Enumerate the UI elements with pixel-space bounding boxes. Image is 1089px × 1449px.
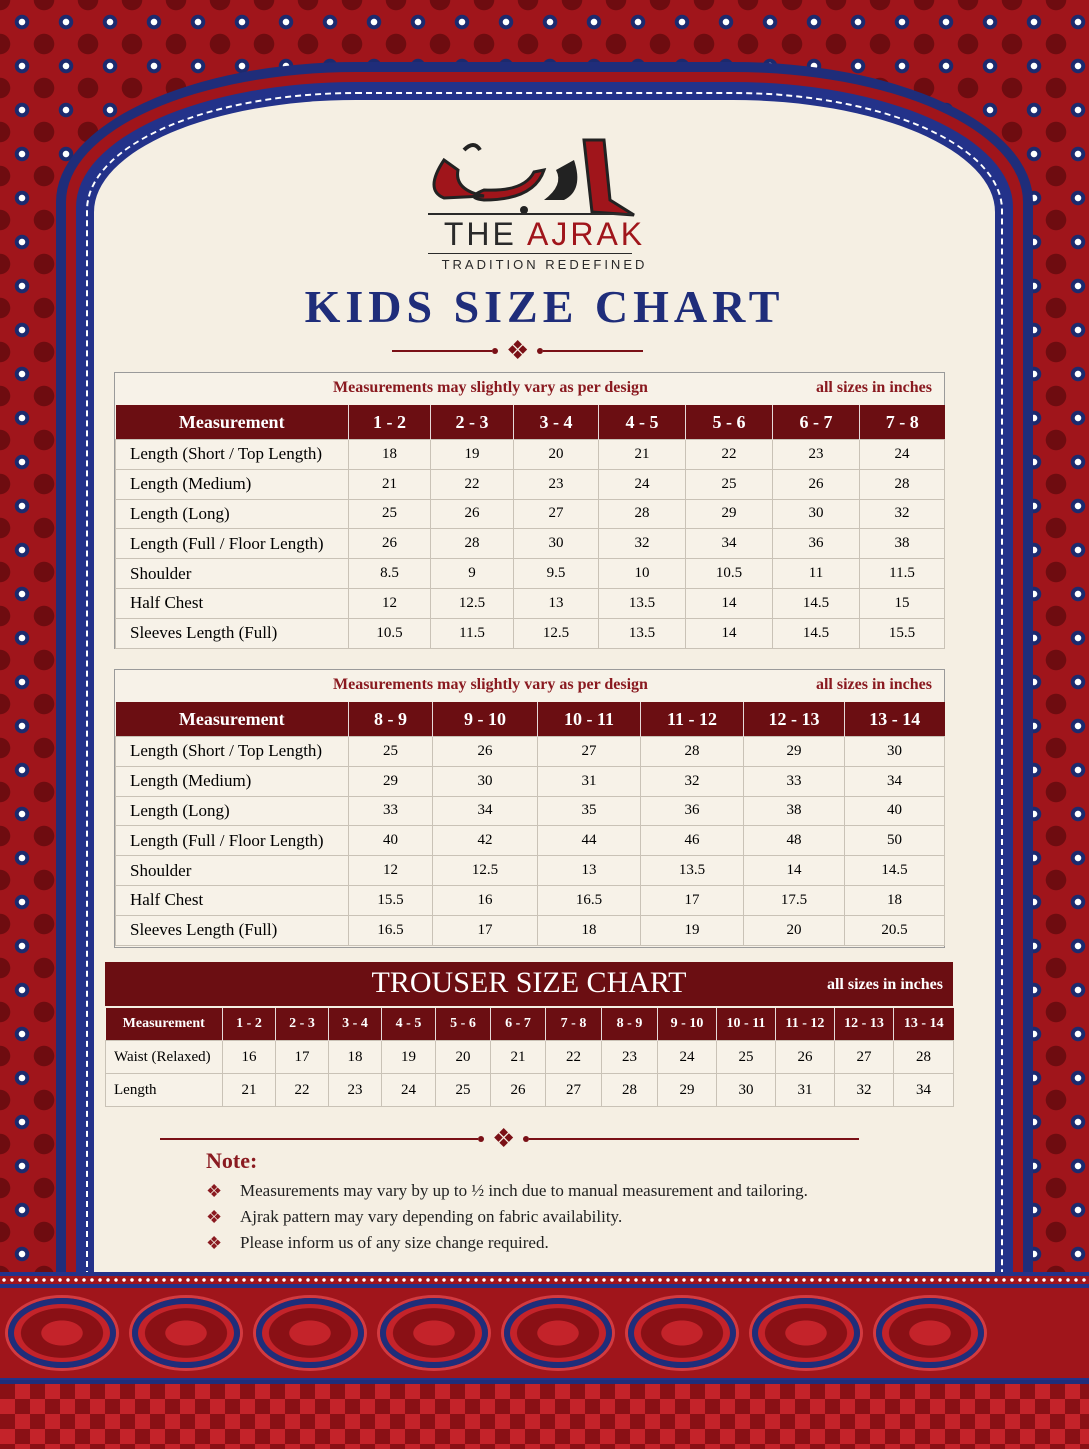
oval-motif — [380, 1298, 488, 1368]
size-value: 17 — [433, 915, 538, 945]
note-text: Please inform us of any size change required. — [240, 1233, 549, 1252]
size-value: 36 — [641, 796, 744, 826]
size-value: 9 — [431, 559, 514, 589]
size-value: 22 — [546, 1041, 602, 1074]
size-value: 32 — [599, 529, 686, 559]
header-cell-size: 9 - 10 — [433, 702, 538, 737]
size-value: 29 — [744, 737, 845, 767]
table-row — [106, 1074, 954, 1107]
oval-motif — [132, 1298, 240, 1368]
size-value: 23 — [329, 1074, 382, 1107]
title-ornament — [392, 336, 643, 365]
size-value: 21 — [599, 440, 686, 470]
header-cell-measurement: Measurement — [116, 702, 349, 737]
size-value: 25 — [349, 737, 433, 767]
table-row — [116, 588, 945, 618]
size-value: 23 — [773, 440, 860, 470]
size-value: 26 — [349, 529, 431, 559]
table-row — [116, 440, 945, 470]
row-label: Shoulder — [116, 559, 349, 589]
size-value: 28 — [602, 1074, 658, 1107]
flower-ornament-icon: ❖ — [506, 336, 530, 365]
size-value: 30 — [845, 737, 945, 767]
size-value: 20 — [744, 915, 845, 945]
header-cell-size: 6 - 7 — [491, 1008, 546, 1041]
size-value: 27 — [538, 737, 641, 767]
header-cell-size: 7 - 8 — [860, 405, 945, 440]
size-value: 38 — [860, 529, 945, 559]
size-value: 36 — [773, 529, 860, 559]
size-value: 25 — [436, 1074, 491, 1107]
header-cell-size: 3 - 4 — [514, 405, 599, 440]
table-row — [116, 499, 945, 529]
brand-rule-bottom — [428, 253, 632, 254]
oval-motif — [256, 1298, 364, 1368]
row-label: Length (Long) — [116, 796, 349, 826]
size-value: 30 — [773, 499, 860, 529]
size-value: 18 — [329, 1041, 382, 1074]
flower-ornament-icon: ❖ — [492, 1124, 516, 1153]
size-value: 30 — [717, 1074, 776, 1107]
size-value: 9.5 — [514, 559, 599, 589]
size-value: 14 — [744, 856, 845, 886]
diamond-bullet-icon: ❖ — [206, 1232, 223, 1253]
table-row — [116, 469, 945, 499]
table1-note-right: all sizes in inches — [815, 379, 932, 396]
ajrak-logo-arabic — [424, 130, 636, 220]
size-value: 30 — [433, 766, 538, 796]
size-value: 13 — [514, 588, 599, 618]
size-value: 22 — [686, 440, 773, 470]
size-value: 25 — [717, 1041, 776, 1074]
size-value: 18 — [845, 885, 945, 915]
header-cell-size: 13 - 14 — [894, 1008, 954, 1041]
header-cell-size: 10 - 11 — [717, 1008, 776, 1041]
header-cell-size: 4 - 5 — [382, 1008, 436, 1041]
header-cell-size: 12 - 13 — [835, 1008, 894, 1041]
oval-motif — [876, 1298, 984, 1368]
size-value: 27 — [835, 1041, 894, 1074]
table1-note-left: Measurements may slightly vary as per design — [333, 379, 648, 396]
size-value: 34 — [845, 766, 945, 796]
size-value: 22 — [431, 469, 514, 499]
size-value: 26 — [433, 737, 538, 767]
row-label: Length (Full / Floor Length) — [116, 826, 349, 856]
header-cell-size: 8 - 9 — [602, 1008, 658, 1041]
size-value: 28 — [641, 737, 744, 767]
size-value: 35 — [538, 796, 641, 826]
size-value: 21 — [349, 469, 431, 499]
page-title: KIDS SIZE CHART — [304, 281, 785, 332]
size-value: 28 — [894, 1041, 954, 1074]
size-value: 17.5 — [744, 885, 845, 915]
size-value: 17 — [641, 885, 744, 915]
size-value: 29 — [349, 766, 433, 796]
size-value: 42 — [433, 826, 538, 856]
size-value: 23 — [514, 469, 599, 499]
size-value: 24 — [860, 440, 945, 470]
table-row — [116, 766, 945, 796]
trouser-chart-note: all sizes in inches — [826, 976, 943, 993]
header-cell-size: 2 - 3 — [276, 1008, 329, 1041]
bottom-oval-motifs — [0, 1288, 1089, 1378]
size-value: 24 — [599, 469, 686, 499]
table-row — [116, 826, 945, 856]
header-cell-size: 13 - 14 — [845, 702, 945, 737]
size-value: 34 — [894, 1074, 954, 1107]
size-value: 26 — [491, 1074, 546, 1107]
row-label: Length (Short / Top Length) — [116, 440, 349, 470]
diamond-bullet-icon: ❖ — [206, 1180, 223, 1201]
header-cell-size: 5 - 6 — [436, 1008, 491, 1041]
size-value: 32 — [835, 1074, 894, 1107]
brand-name-part1: THE — [443, 216, 527, 252]
size-value: 10.5 — [349, 618, 431, 648]
row-label: Length (Medium) — [116, 766, 349, 796]
kids-size-table-2 — [114, 669, 945, 948]
size-value: 18 — [349, 440, 431, 470]
header-cell-size: 9 - 10 — [658, 1008, 717, 1041]
size-value: 16 — [223, 1041, 276, 1074]
table-row — [116, 856, 945, 886]
size-value: 40 — [349, 826, 433, 856]
size-value: 26 — [776, 1041, 835, 1074]
size-value: 26 — [773, 469, 860, 499]
size-value: 44 — [538, 826, 641, 856]
header-cell-size: 12 - 13 — [744, 702, 845, 737]
header-cell-size: 11 - 12 — [776, 1008, 835, 1041]
table1-grid — [115, 405, 945, 649]
row-label: Length — [106, 1074, 223, 1107]
table-row — [116, 529, 945, 559]
size-value: 20 — [514, 440, 599, 470]
size-value: 24 — [658, 1041, 717, 1074]
size-value: 12.5 — [431, 588, 514, 618]
table-row — [116, 885, 945, 915]
size-value: 33 — [744, 766, 845, 796]
oval-motif — [8, 1298, 116, 1368]
row-label: Length (Short / Top Length) — [116, 737, 349, 767]
row-label: Length (Medium) — [116, 469, 349, 499]
size-value: 19 — [382, 1041, 436, 1074]
brand-rule-top — [428, 213, 632, 215]
notes-ornament — [160, 1124, 859, 1153]
size-value: 11.5 — [431, 618, 514, 648]
row-label: Length (Full / Floor Length) — [116, 529, 349, 559]
size-value: 50 — [845, 826, 945, 856]
table1-header-row — [116, 405, 945, 440]
size-value: 10.5 — [686, 559, 773, 589]
table2-grid — [115, 702, 945, 946]
kids-size-table-1 — [114, 372, 945, 649]
size-value: 29 — [686, 499, 773, 529]
size-value: 8.5 — [349, 559, 431, 589]
notes-title: Note: — [206, 1148, 258, 1173]
size-value: 19 — [431, 440, 514, 470]
row-label: Length (Long) — [116, 499, 349, 529]
table1-body — [116, 440, 945, 649]
size-value: 11.5 — [860, 559, 945, 589]
brand-tagline: TRADITION REDEFINED — [441, 257, 648, 272]
note-item — [206, 1204, 808, 1230]
table-row — [116, 559, 945, 589]
header-cell-size: 11 - 12 — [641, 702, 744, 737]
trouser-header-row — [106, 1008, 954, 1041]
note-text: Measurements may vary by up to ½ inch due to manual measurement and tailoring. — [240, 1181, 808, 1200]
size-value: 27 — [546, 1074, 602, 1107]
oval-motif — [504, 1298, 612, 1368]
size-value: 12.5 — [433, 856, 538, 886]
size-value: 24 — [382, 1074, 436, 1107]
size-value: 16.5 — [538, 885, 641, 915]
size-value: 21 — [491, 1041, 546, 1074]
size-value: 31 — [538, 766, 641, 796]
trouser-chart-header — [105, 962, 953, 1006]
bottom-dot-stripe — [0, 1276, 1089, 1284]
size-value: 16 — [433, 885, 538, 915]
header-cell-size: 5 - 6 — [686, 405, 773, 440]
size-value: 13.5 — [599, 588, 686, 618]
notes-list — [206, 1178, 808, 1256]
size-value: 46 — [641, 826, 744, 856]
size-value: 15.5 — [860, 618, 945, 648]
row-label: Waist (Relaxed) — [106, 1041, 223, 1074]
size-value: 30 — [514, 529, 599, 559]
row-label: Sleeves Length (Full) — [116, 915, 349, 945]
size-value: 20.5 — [845, 915, 945, 945]
size-value: 12.5 — [514, 618, 599, 648]
size-value: 14.5 — [773, 588, 860, 618]
size-value: 28 — [599, 499, 686, 529]
size-value: 40 — [845, 796, 945, 826]
size-value: 17 — [276, 1041, 329, 1074]
bottom-diamond-pattern — [0, 1380, 1089, 1449]
size-value: 14 — [686, 618, 773, 648]
table2-body — [116, 737, 945, 946]
table-row — [106, 1041, 954, 1074]
header-cell-size: 10 - 11 — [538, 702, 641, 737]
table2-note-left: Measurements may slightly vary as per design — [333, 676, 648, 693]
note-item — [206, 1178, 808, 1204]
size-value: 15.5 — [349, 885, 433, 915]
size-value: 21 — [223, 1074, 276, 1107]
size-value: 22 — [276, 1074, 329, 1107]
size-value: 13 — [538, 856, 641, 886]
brand-name — [0, 216, 1089, 253]
oval-motif — [628, 1298, 736, 1368]
oval-motif — [752, 1298, 860, 1368]
size-value: 32 — [641, 766, 744, 796]
size-value: 38 — [744, 796, 845, 826]
header-cell-size: 1 - 2 — [349, 405, 431, 440]
header-cell-size: 8 - 9 — [349, 702, 433, 737]
size-value: 23 — [602, 1041, 658, 1074]
header-cell-size: 1 - 2 — [223, 1008, 276, 1041]
size-value: 29 — [658, 1074, 717, 1107]
diamond-bullet-icon: ❖ — [206, 1206, 223, 1227]
row-label: Half Chest — [116, 588, 349, 618]
size-value: 33 — [349, 796, 433, 826]
size-value: 25 — [686, 469, 773, 499]
size-value: 11 — [773, 559, 860, 589]
table-row — [116, 915, 945, 945]
size-value: 10 — [599, 559, 686, 589]
size-value: 13.5 — [599, 618, 686, 648]
size-value: 28 — [431, 529, 514, 559]
size-value: 14.5 — [845, 856, 945, 886]
size-value: 34 — [686, 529, 773, 559]
size-value: 18 — [538, 915, 641, 945]
size-value: 13.5 — [641, 856, 744, 886]
header-cell-measurement: Measurement — [116, 405, 349, 440]
header-cell-size: 7 - 8 — [546, 1008, 602, 1041]
trouser-table — [105, 1008, 954, 1107]
header-cell-measurement: Measurement — [106, 1008, 223, 1041]
size-value: 15 — [860, 588, 945, 618]
size-value: 14.5 — [773, 618, 860, 648]
header-cell-size: 6 - 7 — [773, 405, 860, 440]
size-value: 28 — [860, 469, 945, 499]
size-value: 14 — [686, 588, 773, 618]
header-cell-size: 2 - 3 — [431, 405, 514, 440]
header-cell-size: 3 - 4 — [329, 1008, 382, 1041]
brand-name-part2: AJRAK — [526, 216, 646, 252]
size-value: 26 — [431, 499, 514, 529]
size-value: 48 — [744, 826, 845, 856]
size-value: 32 — [860, 499, 945, 529]
note-item — [206, 1230, 808, 1256]
size-value: 19 — [641, 915, 744, 945]
trouser-chart-title: TROUSER SIZE CHART — [371, 966, 687, 999]
table2-header-row — [116, 702, 945, 737]
size-value: 34 — [433, 796, 538, 826]
size-value: 16.5 — [349, 915, 433, 945]
table-row — [116, 796, 945, 826]
table-row — [116, 737, 945, 767]
note-text: Ajrak pattern may vary depending on fabric availability. — [240, 1207, 623, 1226]
size-value: 12 — [349, 588, 431, 618]
table2-note-right: all sizes in inches — [815, 676, 932, 693]
row-label: Half Chest — [116, 885, 349, 915]
row-label: Sleeves Length (Full) — [116, 618, 349, 648]
header-cell-size: 4 - 5 — [599, 405, 686, 440]
trouser-body — [106, 1041, 954, 1107]
size-value: 25 — [349, 499, 431, 529]
size-value: 31 — [776, 1074, 835, 1107]
row-label: Shoulder — [116, 856, 349, 886]
size-value: 27 — [514, 499, 599, 529]
size-value: 20 — [436, 1041, 491, 1074]
size-value: 12 — [349, 856, 433, 886]
table-row — [116, 618, 945, 648]
